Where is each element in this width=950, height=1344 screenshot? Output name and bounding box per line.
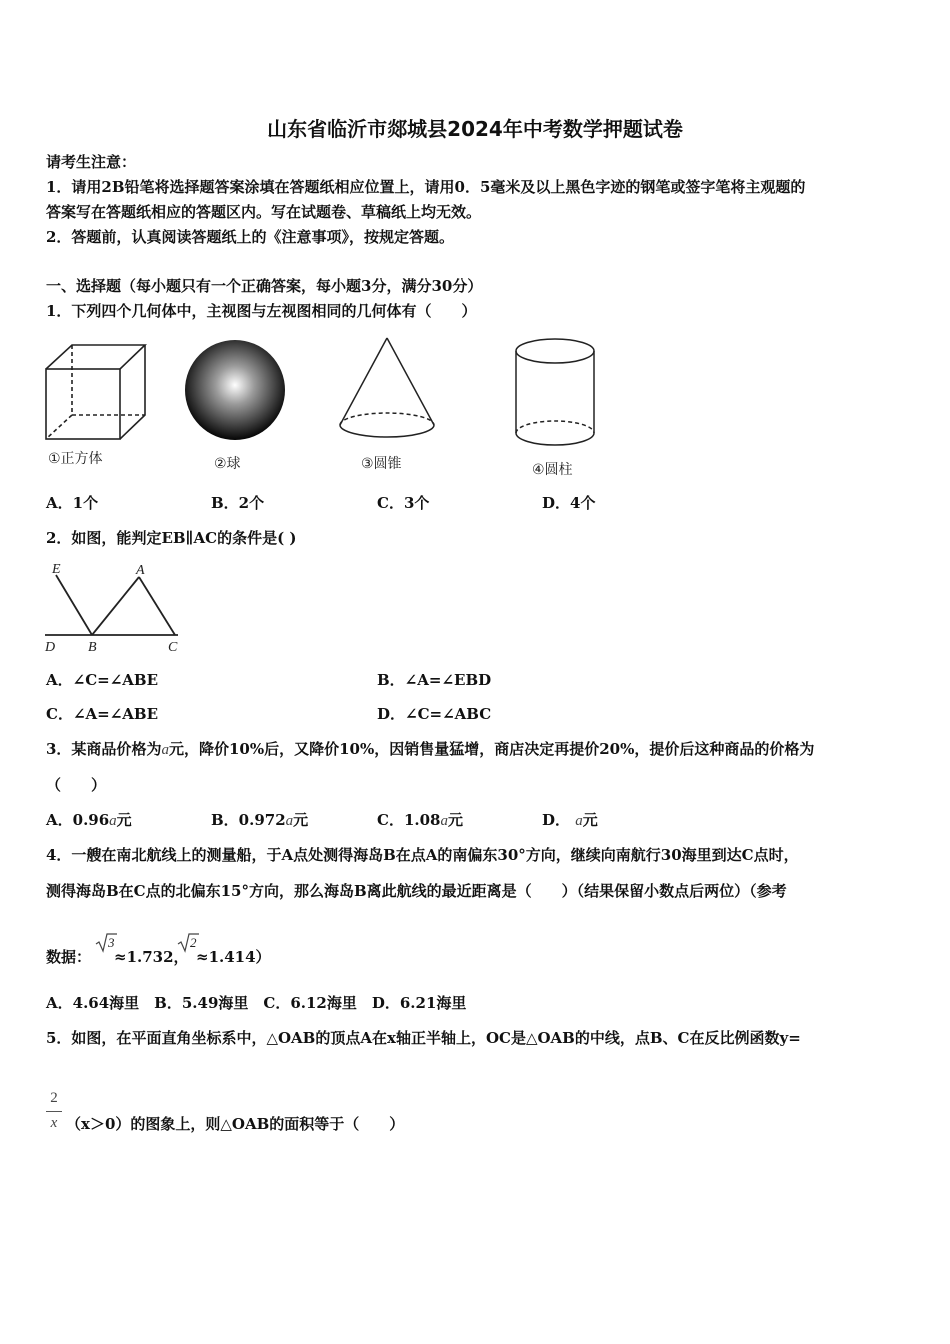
variable-a: a [161,742,169,758]
question-4-line: 4．一艘在南北航线上的测量船，于A点处测得海岛B在点A的南偏东30°方向，继续向南航行30海里到达C点时， [46,846,799,864]
q3-answer-blank: （ ） [46,776,107,794]
label-e: E [52,562,61,577]
cube-icon [46,345,145,439]
question-2-stem: 2．如图，能判定EB∥AC的条件是( ) [46,529,297,547]
q4-sqrt3-value: ≈1.732， [114,948,189,966]
q2-option-b: B．∠A=∠EBD [377,671,492,689]
sphere-icon [185,340,285,440]
q2-option-c: C．∠A=∠ABE [46,705,159,723]
fraction-bar [46,1111,62,1112]
page-title: 山东省临沂市郯城县2024年中考数学押题试卷 [267,117,683,141]
q2-option-a: A．∠C=∠ABE [46,671,159,689]
notice-line: 1．请用2B铅笔将选择题答案涂填在答题纸相应位置上，请用0．5毫米及以上黑色字迹的钢笔或签字笔将主观题的 [46,178,806,196]
label-a: A [136,563,145,578]
question-3-stem [46,738,814,761]
notice-line: 2．答题前，认真阅读答题纸上的《注意事项》，按规定答题。 [46,228,454,246]
section-heading: 一、选择题（每小题只有一个正确答案，每小题3分，满分30分） [46,277,483,295]
question-5-line: （x＞0）的图象上，则△OAB的面积等于（ ） [66,1115,405,1133]
q3-option-c: C．1.08a元 [377,811,463,829]
label-c: C [168,640,178,655]
q1-caption-cylinder: ④圆柱 [532,462,573,478]
label-d: D [45,640,56,655]
fraction-numerator: 2 [50,1090,58,1106]
q4-options: A．4.64海里 B．5.49海里 C．6.12海里 D．6.21海里 [46,994,467,1012]
q1-caption-cube: ①正方体 [48,451,103,467]
q4-sqrt2-value: ≈1.414） [196,948,271,966]
fraction-denominator: x [50,1115,58,1131]
q2-option-d: D．∠C=∠ABC [377,705,492,723]
question-4-line: 测得海岛B在C点的北偏东15°方向，那么海岛B离此航线的最近距离是（ ）（结果保留小数点后两位）（参考 [46,882,787,900]
q1-option-c: C．3个 [377,494,430,512]
q1-option-a: A．1个 [46,494,99,512]
label-b: B [88,640,97,655]
notice-line: 答案写在答题纸相应的答题区内。写在试题卷、草稿纸上均无效。 [46,203,482,221]
question-1-stem: 1．下列四个几何体中，主视图与左视图相同的几何体有（ ） [46,302,477,320]
q4-data-label: 数据： [46,948,92,966]
notice-heading: 请考生注意： [46,153,137,171]
q3-option-d: D． a元 [542,811,598,829]
question-5-line: 5．如图，在平面直角坐标系中，△OAB的顶点A在x轴正半轴上，OC是△OAB的中线，点B、C在反比例函数y= [46,1029,801,1047]
q1-option-d: D．4个 [542,494,596,512]
q3-stem-part: 元，降价10%后，又降价10%，因销售量猛增，商店决定再提价20%，提价后这种商品的价格为 [168,740,815,758]
q1-caption-cone: ③圆锥 [361,456,402,472]
cone-icon [340,338,434,437]
q1-caption-sphere: ②球 [214,456,241,472]
svg-text:3: 3 [108,935,115,950]
q3-option-b: B．0.972a元 [211,811,309,829]
q1-option-b: B．2个 [211,494,265,512]
q3-stem-part: 3．某商品价格为 [46,740,162,758]
cylinder-icon [516,339,594,445]
svg-text:2: 2 [190,935,197,950]
q2-geometry-figure [40,558,190,658]
q3-option-a: A．0.96a元 [46,811,132,829]
